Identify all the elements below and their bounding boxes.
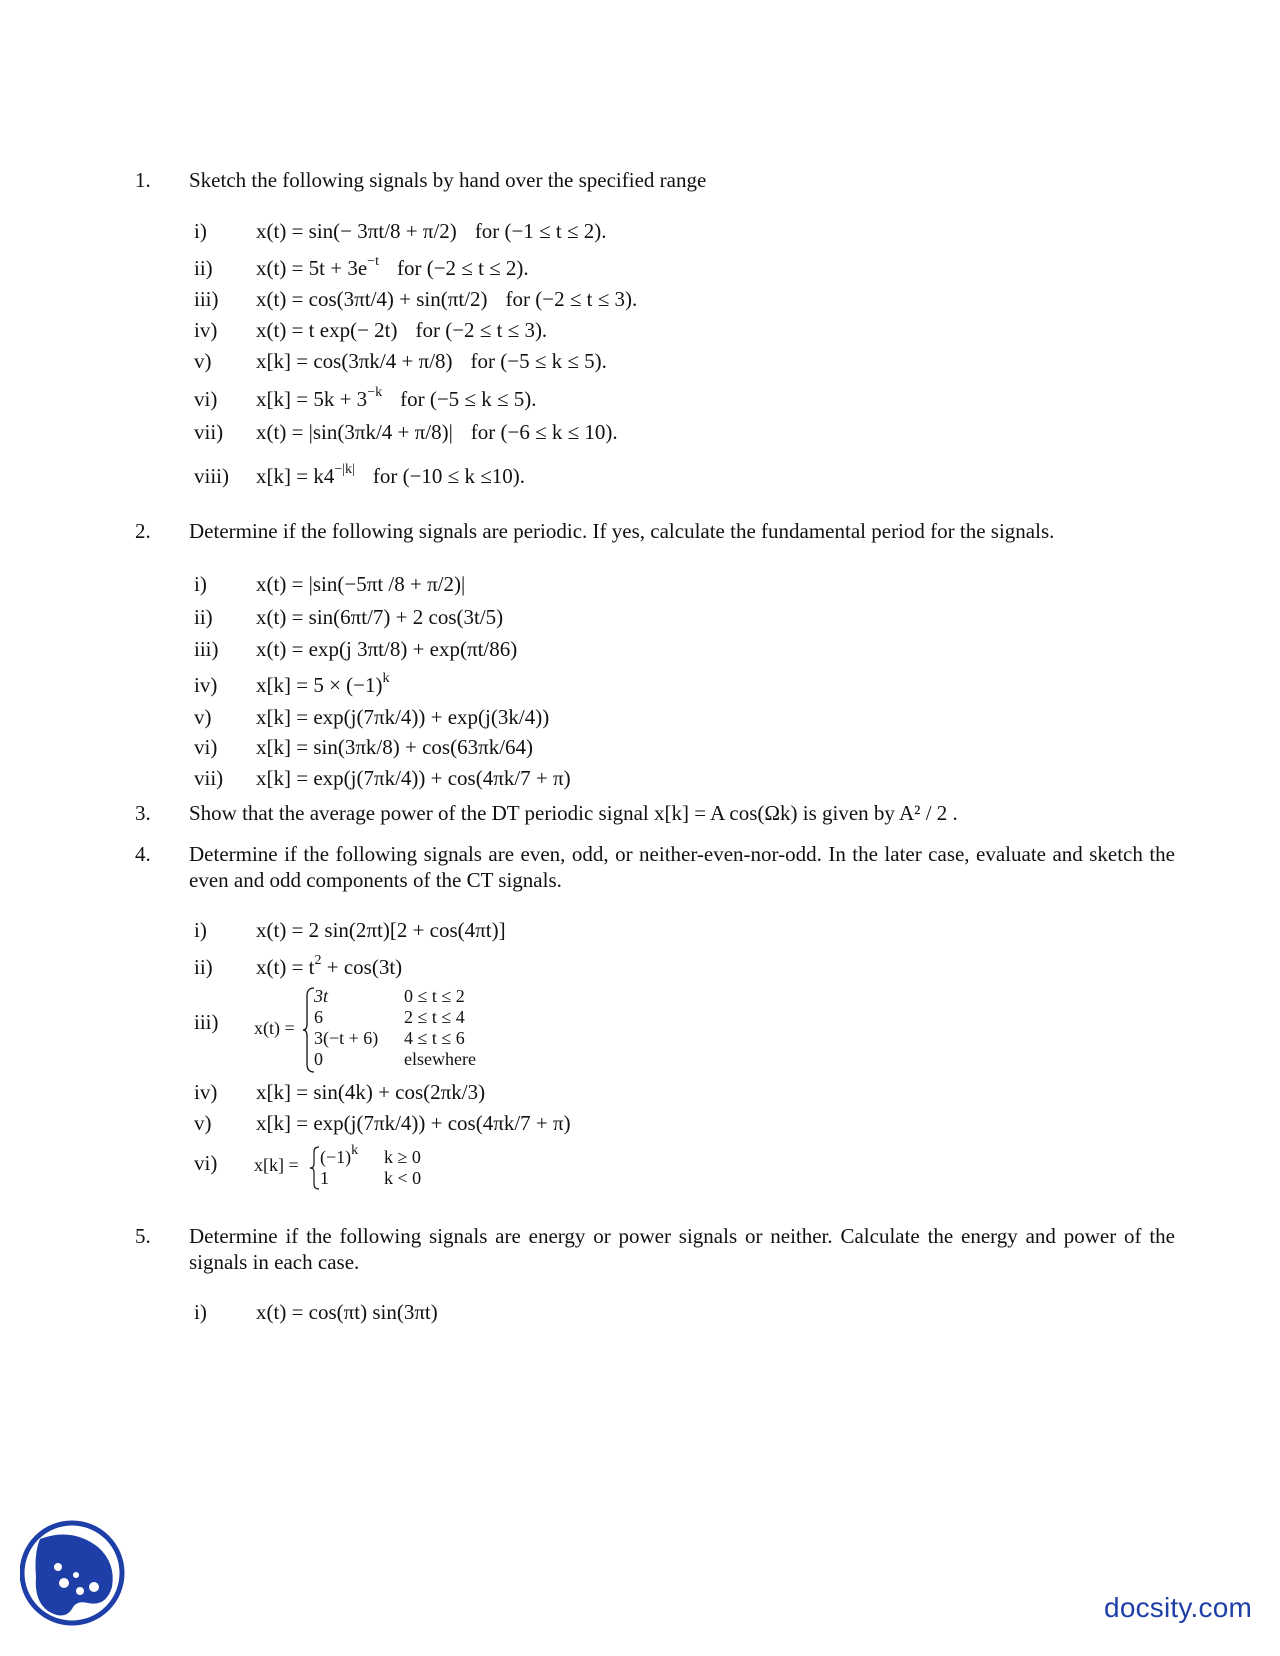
range: for (−10 ≤ k ≤10). bbox=[372, 464, 525, 488]
question-number: 3. bbox=[135, 801, 151, 825]
item-label: iii) bbox=[194, 637, 219, 661]
question-text: Sketch the following signals by hand over the specified range bbox=[189, 168, 707, 192]
exponent: −|k| bbox=[334, 462, 355, 477]
item-label: vii) bbox=[194, 766, 224, 790]
equation: x(t) = t exp(− 2t) bbox=[256, 318, 398, 342]
question-number: 2. bbox=[135, 519, 151, 543]
exponent: 2 bbox=[314, 953, 322, 968]
equation: x[k] = cos(3πk/4 + π/8) bbox=[256, 349, 453, 373]
range: for (−2 ≤ t ≤ 3). bbox=[415, 318, 548, 342]
equation: x(t) = t bbox=[256, 955, 315, 979]
exponent: −t bbox=[367, 254, 379, 269]
equation: x(t) = sin(− 3πt/8 + π/2) bbox=[256, 219, 457, 243]
item-label: ii) bbox=[194, 955, 213, 979]
equation: x(t) = sin(6πt/7) + 2 cos(3t/5) bbox=[256, 605, 504, 629]
equation: x[k] = exp(j(7πk/4)) + cos(4πk/7 + π) bbox=[256, 766, 571, 790]
piecewise-function-iii: x(t) = 3t 0 ≤ t ≤ 2 6 2 ≤ t ≤ 4 3(−t + 6) 4 ≤ t ≤ 6 0 elsewhere bbox=[254, 986, 514, 1076]
piecewise-lhs: x(t) = bbox=[254, 1018, 295, 1038]
item-label: i) bbox=[194, 572, 207, 596]
item-label: vi) bbox=[194, 1151, 218, 1175]
range: for (−2 ≤ t ≤ 3). bbox=[505, 287, 638, 311]
question-text: Show that the average power of the DT periodic signal x[k] = A cos(Ωk) is given by A² / 2 . bbox=[189, 801, 958, 825]
item-label: viii) bbox=[194, 464, 229, 488]
equation: x(t) = exp(j 3πt/8) + exp(πt/86) bbox=[256, 637, 518, 661]
item-label: vi) bbox=[194, 735, 218, 759]
equation: x(t) = |sin(−5πt /8 + π/2)| bbox=[256, 572, 466, 596]
item-label: i) bbox=[194, 219, 207, 243]
equation: x(t) = cos(πt) sin(3πt) bbox=[256, 1300, 438, 1324]
docsity-brand-link[interactable]: docsity.com bbox=[1104, 1592, 1252, 1623]
equation: x[k] = sin(4k) + cos(2πk/3) bbox=[256, 1080, 486, 1104]
item-label: iv) bbox=[194, 1080, 218, 1104]
range: for (−2 ≤ t ≤ 2). bbox=[396, 256, 529, 280]
item-label: v) bbox=[194, 705, 212, 729]
item-label: i) bbox=[194, 1300, 207, 1324]
exponent: −k bbox=[367, 385, 383, 400]
piecewise-lhs: x[k] = bbox=[254, 1155, 299, 1175]
item-label: ii) bbox=[194, 256, 213, 280]
item-label: v) bbox=[194, 1111, 212, 1135]
equation-tail: + cos(3t) bbox=[321, 955, 403, 979]
equation: x[k] = 5k + 3 bbox=[256, 387, 368, 411]
range: for (−5 ≤ k ≤ 5). bbox=[400, 387, 537, 411]
question-number: 4. bbox=[135, 842, 151, 866]
item-label: vi) bbox=[194, 387, 218, 411]
range: for (−5 ≤ k ≤ 5). bbox=[470, 349, 607, 373]
item-label: ii) bbox=[194, 605, 213, 629]
equation: x(t) = |sin(3πk/4 + π/8)| bbox=[256, 420, 453, 444]
equation: x[k] = exp(j(7πk/4)) + cos(4πk/7 + π) bbox=[256, 1111, 571, 1135]
item-label: iv) bbox=[194, 318, 218, 342]
equation: x[k] = exp(j(7πk/4)) + exp(j(3k/4)) bbox=[256, 705, 550, 729]
item-label: iii) bbox=[194, 287, 219, 311]
item-label: iv) bbox=[194, 673, 218, 697]
equation: x[k] = k4 bbox=[256, 464, 335, 488]
piecewise-function-vi: x[k] = $(-1)^k$ k ≥ 0 1 k < 0 bbox=[254, 1143, 422, 1188]
exponent: k bbox=[382, 671, 390, 686]
question-number: 1. bbox=[135, 168, 151, 192]
equation: x[k] = 5 × (−1) bbox=[256, 673, 383, 697]
docsity-logo-icon[interactable] bbox=[20, 1517, 130, 1627]
range: for (−1 ≤ t ≤ 2). bbox=[474, 219, 607, 243]
item-label: iii) bbox=[194, 1010, 219, 1034]
item-label: i) bbox=[194, 918, 207, 942]
equation: x(t) = 2 sin(2πt)[2 + cos(4πt)] bbox=[256, 918, 506, 942]
question-text: Determine if the following signals are periodic. If yes, calculate the fundamental period for the signals. bbox=[189, 519, 1055, 543]
question-text: Determine if the following signals are even, odd, or neither-even-nor-odd. In the later case, evaluate and sketch the even and odd components of the CT signals. bbox=[189, 842, 1175, 892]
equation: x(t) = cos(3πt/4) + sin(πt/2) bbox=[256, 287, 488, 311]
item-label: vii) bbox=[194, 420, 224, 444]
question-text: Determine if the following signals are energy or power signals or neither. Calculate the energy and power of the signals in each case. bbox=[189, 1224, 1175, 1274]
equation: x[k] = sin(3πk/8) + cos(63πk/64) bbox=[256, 735, 534, 759]
equation: x(t) = 5t + 3e bbox=[256, 256, 368, 280]
item-label: v) bbox=[194, 349, 212, 373]
question-number: 5. bbox=[135, 1224, 151, 1248]
range: for (−6 ≤ k ≤ 10). bbox=[470, 420, 618, 444]
